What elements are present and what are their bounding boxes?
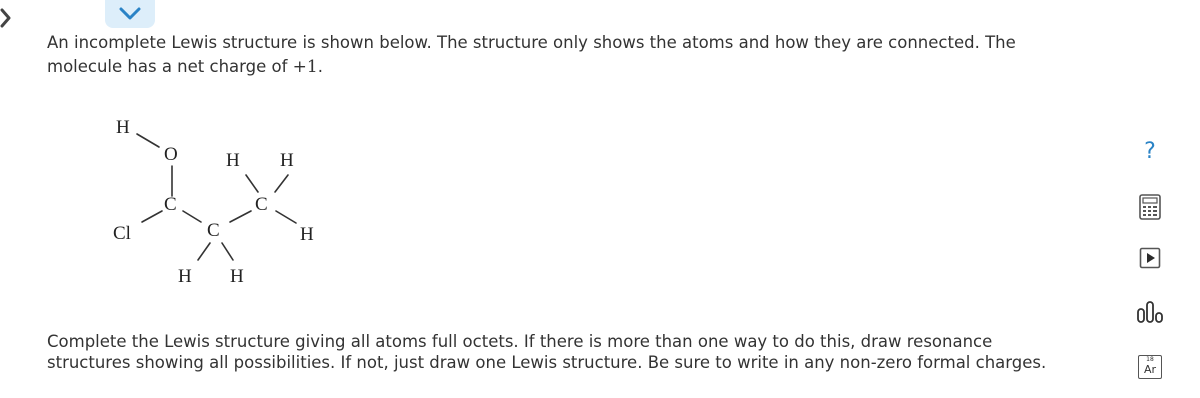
bond-c2-c3	[230, 211, 251, 222]
atom-o: O	[164, 144, 178, 165]
bond-c2-hbr	[222, 243, 233, 260]
data-button[interactable]	[1134, 296, 1166, 328]
periodic-table-button[interactable]	[1134, 351, 1166, 383]
bond-h-o	[137, 134, 159, 147]
bar-chart-icon	[1136, 300, 1164, 324]
periodic-symbol: Ar	[1143, 363, 1157, 376]
video-icon	[1139, 247, 1161, 269]
atom-c2: C	[207, 220, 220, 241]
collapse-toggle-button[interactable]	[105, 0, 155, 28]
bond-lines	[100, 108, 340, 298]
atom-c1: C	[164, 194, 177, 215]
question-icon: ?	[1144, 138, 1156, 164]
atom-h-top: H	[116, 117, 130, 138]
prompt-text: An incomplete Lewis structure is shown below. The structure only shows the atoms and how they are connected. The molecule has a net charge of	[47, 33, 1016, 76]
net-charge: +1	[292, 57, 318, 77]
atom-h-c3-left: H	[226, 150, 240, 171]
periodic-number: 18	[1146, 356, 1154, 363]
atom-h-right: H	[300, 224, 314, 245]
bond-c3-ha	[246, 175, 258, 192]
video-button[interactable]	[1134, 242, 1166, 274]
help-button[interactable]	[1134, 135, 1166, 167]
bond-c2-hbl	[198, 243, 210, 260]
atom-h-c3-right: H	[280, 150, 294, 171]
chevron-down-icon	[105, 0, 155, 28]
calculator-button[interactable]	[1134, 191, 1166, 223]
question-prompt	[47, 31, 1047, 79]
bond-c1-c2	[183, 211, 201, 222]
prompt-end: .	[317, 57, 323, 76]
lewis-structure	[100, 108, 340, 298]
bond-c3-hb	[275, 175, 288, 192]
bond-c3-hright	[276, 211, 296, 223]
bond-c1-cl	[142, 211, 162, 222]
calculator-icon	[1138, 194, 1162, 220]
atom-c3: C	[255, 194, 268, 215]
atom-h-bottom-right: H	[230, 266, 244, 287]
atom-cl: Cl	[113, 223, 131, 244]
atom-h-bottom-left: H	[178, 266, 192, 287]
periodic-table-icon	[1138, 355, 1162, 379]
chevron-right-icon[interactable]	[0, 8, 12, 28]
question-instructions: Complete the Lewis structure giving all atoms full octets. If there is more than one way to do this, draw resonance structures showing all possibilities. If not, just draw one Lewis structure. Be sure to write in any non-zero formal charges.	[47, 332, 1047, 372]
